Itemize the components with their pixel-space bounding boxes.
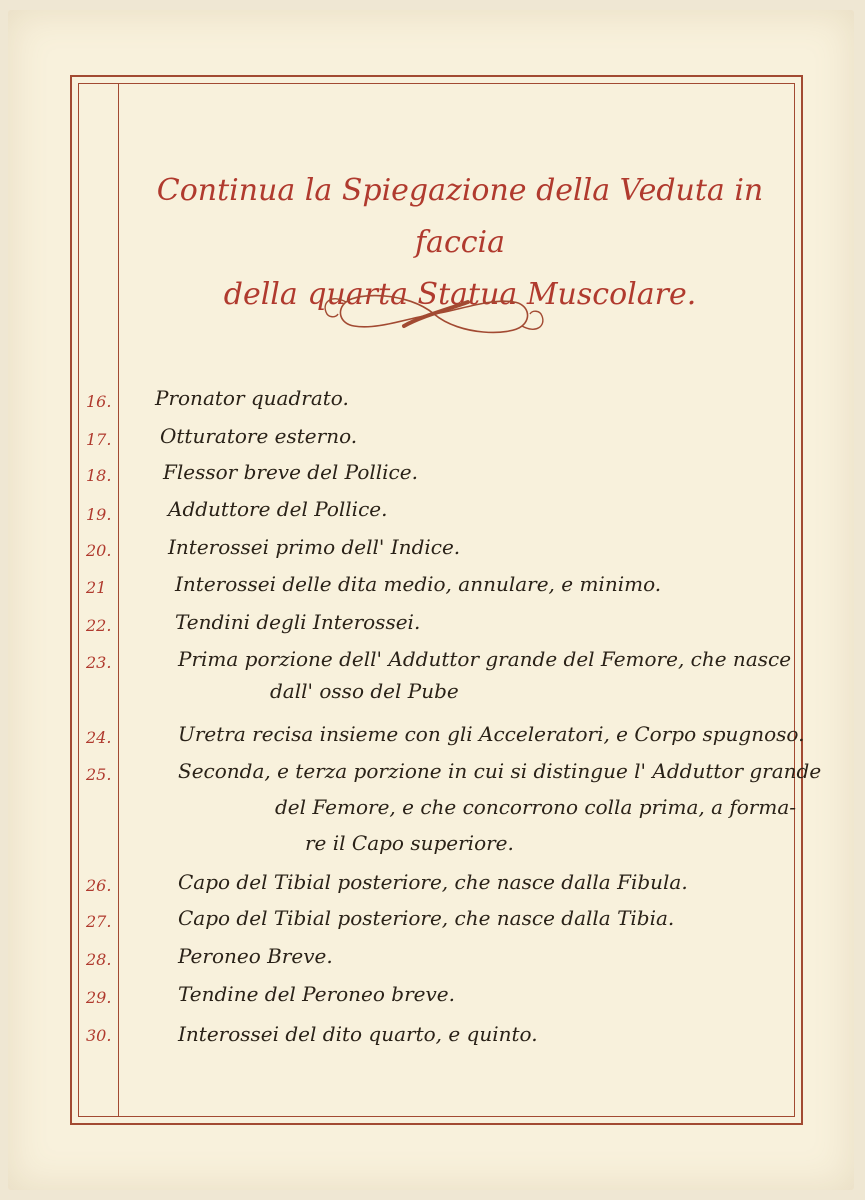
margin-rule bbox=[118, 83, 119, 1117]
entry-text-continuation: re il Capo superiore. bbox=[305, 831, 514, 855]
entry-text: Tendini degli Interossei. bbox=[175, 610, 421, 634]
entry-text: Otturatore esterno. bbox=[160, 424, 358, 448]
entry-number: 27. bbox=[86, 912, 112, 931]
entry-text: Interossei primo dell' Indice. bbox=[168, 535, 461, 559]
entry-text-continuation: del Femore, e che concorrono colla prima, a forma- bbox=[275, 795, 797, 819]
entry-number: 23. bbox=[86, 653, 112, 672]
entry-number: 21 bbox=[86, 578, 107, 597]
entry-number: 28. bbox=[86, 950, 112, 969]
title-line-2: della quarta Statua Muscolare. bbox=[223, 277, 697, 312]
entry-text: Flessor breve del Pollice. bbox=[163, 460, 418, 484]
ornamental-flourish bbox=[318, 288, 550, 340]
entry-text-continuation: dall' osso del Pube bbox=[270, 679, 459, 703]
entry-number: 25. bbox=[86, 765, 112, 784]
entry-text: Capo del Tibial posteriore, che nasce dalla Fibula. bbox=[178, 870, 688, 894]
entry-text: Interossei delle dita medio, annulare, e minimo. bbox=[175, 572, 662, 596]
entry-text: Peroneo Breve. bbox=[178, 944, 333, 968]
title-line-1: Continua la Spiegazione della Veduta in faccia bbox=[156, 173, 764, 260]
entry-number: 18. bbox=[86, 466, 112, 485]
entry-number: 24. bbox=[86, 728, 112, 747]
entry-text: Seconda, e terza porzione in cui si distingue l' Adduttor grande bbox=[178, 759, 822, 783]
entry-text: Tendine del Peroneo breve. bbox=[178, 982, 455, 1006]
entry-number: 22. bbox=[86, 616, 112, 635]
entry-text: Capo del Tibial posteriore, che nasce dalla Tibia. bbox=[178, 906, 675, 930]
entry-number: 30. bbox=[86, 1026, 112, 1045]
entry-text: Pronator quadrato. bbox=[155, 386, 349, 410]
entry-text: Uretra recisa insieme con gli Acceleratori, e Corpo spugnoso. bbox=[178, 722, 805, 746]
entry-text: Adduttore del Pollice. bbox=[168, 497, 388, 521]
entry-number: 26. bbox=[86, 876, 112, 895]
entry-number: 20. bbox=[86, 541, 112, 560]
entry-number: 16. bbox=[86, 392, 112, 411]
entry-number: 19. bbox=[86, 505, 112, 524]
entry-text: Interossei del dito quarto, e quinto. bbox=[178, 1022, 538, 1046]
entry-number: 29. bbox=[86, 988, 112, 1007]
entry-text: Prima porzione dell' Adduttor grande del Femore, che nasce bbox=[178, 647, 792, 671]
entry-number: 17. bbox=[86, 430, 112, 449]
